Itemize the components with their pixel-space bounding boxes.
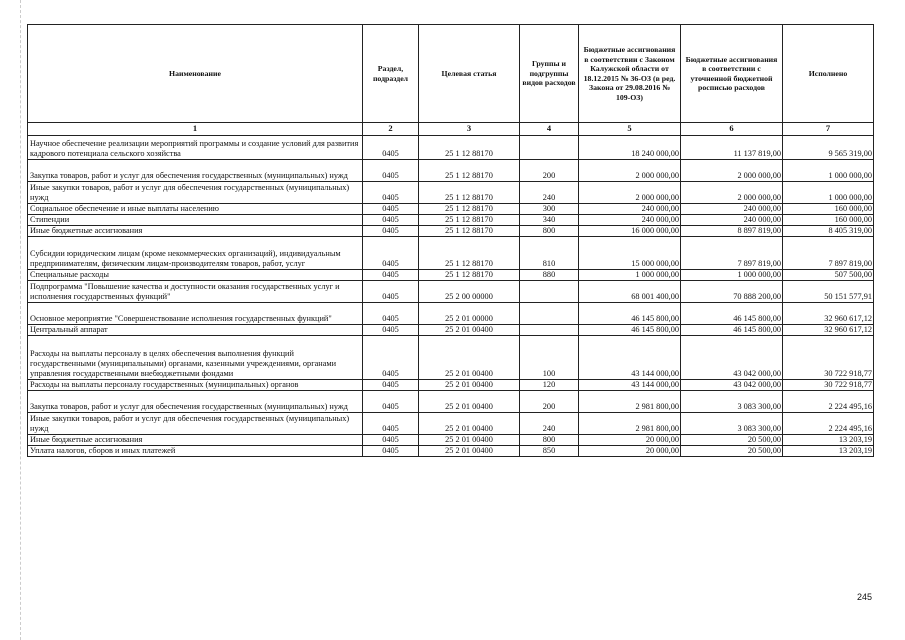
row-section: 0405 [363, 391, 419, 413]
row-target-article: 25 2 01 00400 [419, 413, 520, 435]
header-executed: Исполнено [783, 25, 874, 123]
row-name: Расходы на выплаты персоналу в целях обеспечения выполнения функций государственными (муниципальными) органами, казенными учреждениями, органами управления государственными внебюджетными фондами [28, 336, 363, 380]
row-budget-refined: 2 000 000,00 [681, 182, 783, 204]
row-budget-refined: 46 145 800,00 [681, 325, 783, 336]
row-target-article: 25 2 01 00400 [419, 391, 520, 413]
row-name: Научное обеспечение реализации мероприятий программы и создание условий для развития кадрового потенциала сельского хозяйства [28, 136, 363, 160]
row-budget-refined: 43 042 000,00 [681, 380, 783, 391]
row-section: 0405 [363, 160, 419, 182]
row-expense-group: 300 [520, 204, 579, 215]
row-expense-group: 120 [520, 380, 579, 391]
row-section: 0405 [363, 413, 419, 435]
row-budget-refined: 43 042 000,00 [681, 336, 783, 380]
column-number: 1 [28, 123, 363, 136]
row-budget-law: 43 144 000,00 [579, 380, 681, 391]
row-expense-group [520, 303, 579, 325]
row-budget-law: 2 000 000,00 [579, 160, 681, 182]
column-number: 6 [681, 123, 783, 136]
table-row [28, 446, 874, 457]
table-row [28, 226, 874, 237]
row-name: Социальное обеспечение и иные выплаты населению [28, 204, 363, 215]
row-expense-group: 100 [520, 336, 579, 380]
row-name: Центральный аппарат [28, 325, 363, 336]
row-budget-law: 43 144 000,00 [579, 336, 681, 380]
row-budget-law: 68 001 400,00 [579, 281, 681, 303]
row-target-article: 25 2 00 00000 [419, 281, 520, 303]
row-executed: 160 000,00 [783, 204, 874, 215]
row-budget-refined: 20 500,00 [681, 446, 783, 457]
row-target-article: 25 2 01 00400 [419, 336, 520, 380]
row-executed: 160 000,00 [783, 215, 874, 226]
row-target-article: 25 1 12 88170 [419, 237, 520, 270]
column-number-row [28, 123, 874, 136]
row-executed: 32 960 617,12 [783, 303, 874, 325]
row-executed: 2 224 495,16 [783, 391, 874, 413]
row-budget-law: 20 000,00 [579, 446, 681, 457]
column-number: 3 [419, 123, 520, 136]
row-expense-group: 800 [520, 435, 579, 446]
column-number: 2 [363, 123, 419, 136]
table-row [28, 303, 874, 325]
row-budget-refined: 240 000,00 [681, 215, 783, 226]
row-section: 0405 [363, 237, 419, 270]
row-target-article: 25 1 12 88170 [419, 226, 520, 237]
budget-execution-table [27, 24, 874, 457]
table-row [28, 270, 874, 281]
row-expense-group: 880 [520, 270, 579, 281]
header-target-article: Целевая статья [419, 25, 520, 123]
row-section: 0405 [363, 446, 419, 457]
row-expense-group [520, 136, 579, 160]
row-executed: 13 203,19 [783, 435, 874, 446]
row-expense-group: 200 [520, 391, 579, 413]
row-executed: 1 000 000,00 [783, 182, 874, 204]
row-name: Иные закупки товаров, работ и услуг для обеспечения государственных (муниципальных) нужд [28, 182, 363, 204]
row-budget-law: 2 981 800,00 [579, 413, 681, 435]
table-row [28, 336, 874, 380]
row-target-article: 25 2 01 00400 [419, 325, 520, 336]
table-row [28, 204, 874, 215]
row-budget-law: 46 145 800,00 [579, 325, 681, 336]
row-expense-group: 800 [520, 226, 579, 237]
row-target-article: 25 1 12 88170 [419, 182, 520, 204]
row-budget-law: 46 145 800,00 [579, 303, 681, 325]
row-name: Иные бюджетные ассигнования [28, 435, 363, 446]
row-section: 0405 [363, 303, 419, 325]
row-expense-group: 200 [520, 160, 579, 182]
page-number: 245 [856, 592, 872, 602]
row-section: 0405 [363, 270, 419, 281]
row-name: Закупка товаров, работ и услуг для обеспечения государственных (муниципальных) нужд [28, 160, 363, 182]
row-budget-refined: 2 000 000,00 [681, 160, 783, 182]
row-expense-group: 810 [520, 237, 579, 270]
header-section: Раздел, подраздел [363, 25, 419, 123]
row-section: 0405 [363, 336, 419, 380]
row-name: Подпрограмма "Повышение качества и доступности оказания государственных услуг и исполнения государственных функций" [28, 281, 363, 303]
row-expense-group: 240 [520, 182, 579, 204]
row-name: Уплата налогов, сборов и иных платежей [28, 446, 363, 457]
row-budget-refined: 3 083 300,00 [681, 391, 783, 413]
row-section: 0405 [363, 281, 419, 303]
header-expense-groups: Группы и подгруппы видов расходов [520, 25, 579, 123]
row-budget-law: 18 240 000,00 [579, 136, 681, 160]
row-name: Иные закупки товаров, работ и услуг для обеспечения государственных (муниципальных) нужд [28, 413, 363, 435]
row-target-article: 25 1 12 88170 [419, 136, 520, 160]
row-executed: 8 405 319,00 [783, 226, 874, 237]
row-section: 0405 [363, 435, 419, 446]
row-name: Основное мероприятие "Совершенствование исполнения государственных функций" [28, 303, 363, 325]
row-executed: 2 224 495,16 [783, 413, 874, 435]
row-executed: 507 500,00 [783, 270, 874, 281]
row-executed: 50 151 577,91 [783, 281, 874, 303]
table-row [28, 136, 874, 160]
row-section: 0405 [363, 325, 419, 336]
row-target-article: 25 2 01 00400 [419, 446, 520, 457]
row-executed: 13 203,19 [783, 446, 874, 457]
row-executed: 30 722 918,77 [783, 380, 874, 391]
table-row [28, 281, 874, 303]
row-target-article: 25 2 01 00400 [419, 380, 520, 391]
row-budget-refined: 3 083 300,00 [681, 413, 783, 435]
row-executed: 32 960 617,12 [783, 325, 874, 336]
row-budget-law: 1 000 000,00 [579, 270, 681, 281]
row-section: 0405 [363, 136, 419, 160]
row-budget-law: 2 981 800,00 [579, 391, 681, 413]
column-number: 5 [579, 123, 681, 136]
row-budget-refined: 20 500,00 [681, 435, 783, 446]
row-section: 0405 [363, 204, 419, 215]
row-target-article: 25 2 01 00000 [419, 303, 520, 325]
row-section: 0405 [363, 226, 419, 237]
row-budget-refined: 70 888 200,00 [681, 281, 783, 303]
row-budget-refined: 240 000,00 [681, 204, 783, 215]
row-target-article: 25 2 01 00400 [419, 435, 520, 446]
row-executed: 7 897 819,00 [783, 237, 874, 270]
row-budget-refined: 11 137 819,00 [681, 136, 783, 160]
row-expense-group [520, 281, 579, 303]
row-budget-law: 240 000,00 [579, 204, 681, 215]
row-expense-group: 340 [520, 215, 579, 226]
table-row [28, 413, 874, 435]
row-budget-law: 20 000,00 [579, 435, 681, 446]
row-name: Субсидии юридическим лицам (кроме некоммерческих организаций), индивидуальным предпринимателям, физическим лицам-производителям товаров, работ, услуг [28, 237, 363, 270]
row-name: Закупка товаров, работ и услуг для обеспечения государственных (муниципальных) нужд [28, 391, 363, 413]
row-name: Расходы на выплаты персоналу государственных (муниципальных) органов [28, 380, 363, 391]
row-budget-law: 16 000 000,00 [579, 226, 681, 237]
header-budget-refined: Бюджетные ассигнования в соответствии с уточненной бюджетной росписью расходов [681, 25, 783, 123]
row-budget-law: 15 000 000,00 [579, 237, 681, 270]
row-executed: 9 565 319,00 [783, 136, 874, 160]
row-target-article: 25 1 12 88170 [419, 215, 520, 226]
binding-edge-line [20, 0, 21, 640]
table-row [28, 160, 874, 182]
table-row [28, 435, 874, 446]
row-section: 0405 [363, 380, 419, 391]
table-row [28, 380, 874, 391]
row-section: 0405 [363, 215, 419, 226]
row-expense-group [520, 325, 579, 336]
table-row [28, 237, 874, 270]
row-executed: 1 000 000,00 [783, 160, 874, 182]
header-name: Наименование [28, 25, 363, 123]
table-row [28, 325, 874, 336]
row-budget-law: 2 000 000,00 [579, 182, 681, 204]
row-budget-refined: 46 145 800,00 [681, 303, 783, 325]
row-name: Стипендии [28, 215, 363, 226]
row-name: Иные бюджетные ассигнования [28, 226, 363, 237]
row-target-article: 25 1 12 88170 [419, 204, 520, 215]
row-expense-group: 240 [520, 413, 579, 435]
row-section: 0405 [363, 182, 419, 204]
row-expense-group: 850 [520, 446, 579, 457]
column-number: 4 [520, 123, 579, 136]
header-budget-law: Бюджетные ассигнования в соответствии с Законом Калужской области от 18.12.2015 № 36-ОЗ (в ред. Закона от 29.08.2016 № 109-ОЗ) [579, 25, 681, 123]
row-budget-refined: 7 897 819,00 [681, 237, 783, 270]
table-row [28, 182, 874, 204]
row-name: Специальные расходы [28, 270, 363, 281]
row-budget-law: 240 000,00 [579, 215, 681, 226]
table-header-row [28, 25, 874, 123]
row-budget-refined: 1 000 000,00 [681, 270, 783, 281]
table-row [28, 391, 874, 413]
column-number: 7 [783, 123, 874, 136]
row-executed: 30 722 918,77 [783, 336, 874, 380]
table-row [28, 215, 874, 226]
row-budget-refined: 8 897 819,00 [681, 226, 783, 237]
row-target-article: 25 1 12 88170 [419, 270, 520, 281]
row-target-article: 25 1 12 88170 [419, 160, 520, 182]
